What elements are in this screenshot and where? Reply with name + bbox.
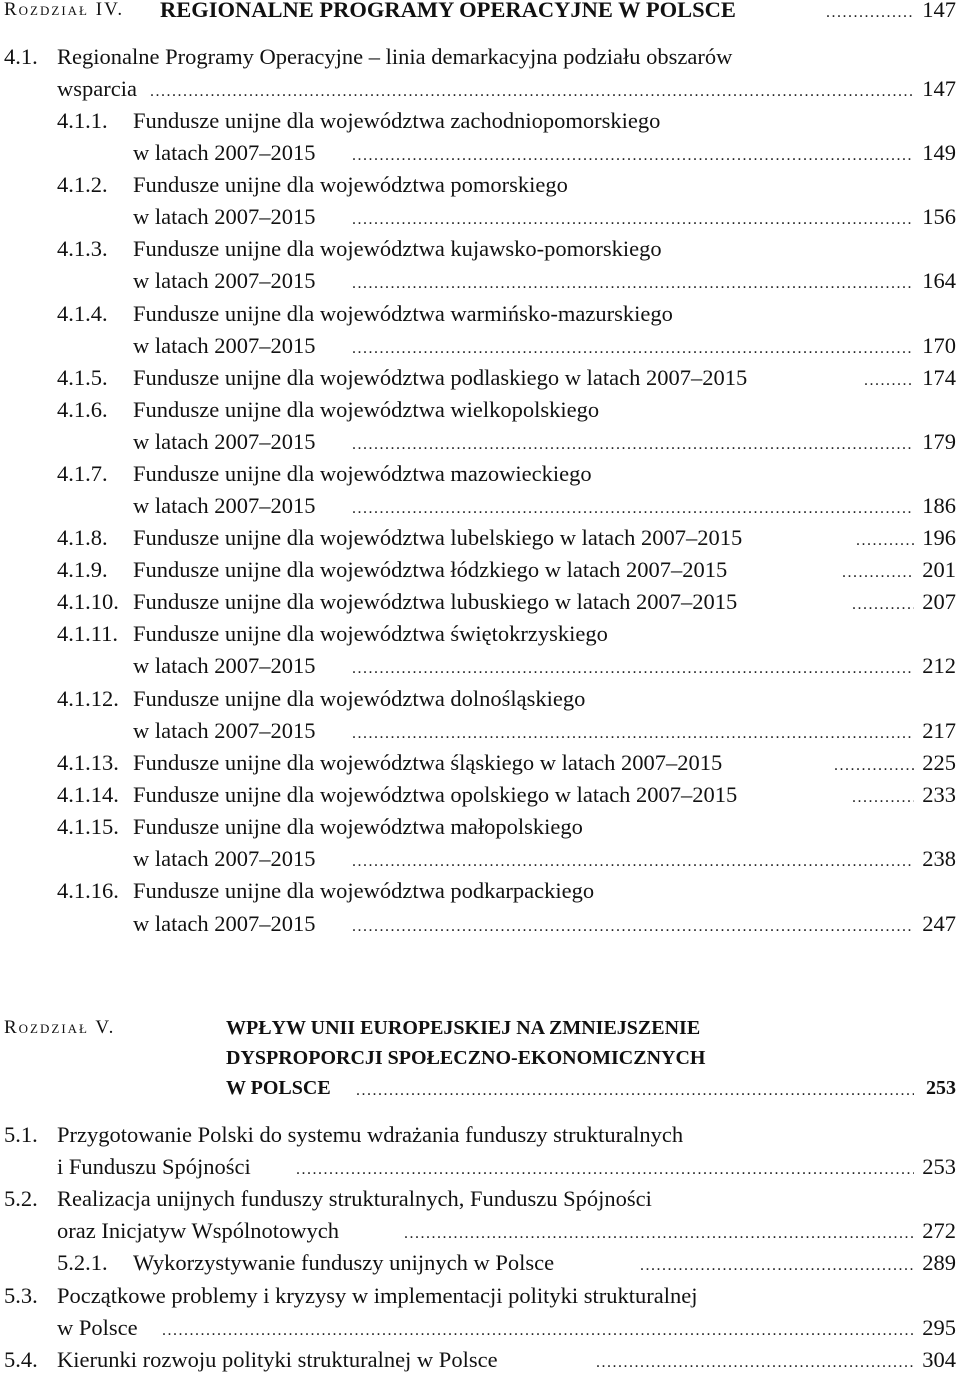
toc-entry [0, 394, 960, 426]
section-title: Kierunki rozwoju polityki strukturalnej w Polsce [57, 1347, 498, 1372]
leader-dots [852, 586, 914, 618]
page-number: 170 [922, 333, 956, 358]
page-number: 207 [922, 589, 956, 614]
leader-dots [842, 554, 914, 586]
chapter-4-heading [0, 0, 960, 26]
toc-entry-continuation [0, 715, 960, 747]
toc-entry-continuation [0, 650, 960, 682]
section-title-cont: i Funduszu Spójności [57, 1154, 251, 1179]
toc-entry-continuation [0, 201, 960, 233]
section-number: 5.4. [4, 1347, 38, 1372]
section-title-cont: w Polsce [57, 1315, 138, 1340]
section-number: 4.1.16. [57, 878, 119, 903]
toc-entry [0, 779, 960, 811]
page-number: 147 [922, 76, 956, 101]
page-number: 233 [922, 782, 956, 807]
section-number: 5.2. [4, 1186, 38, 1211]
toc-entry-continuation [0, 1151, 960, 1183]
leader-dots [162, 1312, 914, 1344]
section-title: Fundusze unijne dla województwa dolnośląskiego [133, 686, 586, 711]
section-title: Wykorzystywanie funduszy unijnych w Polsce [133, 1250, 555, 1275]
page-number: 147 [922, 0, 956, 22]
toc-entry-continuation [0, 1312, 960, 1344]
leader-dots [296, 1151, 914, 1183]
chapter-5-heading-cont [0, 1072, 960, 1104]
page-number: 253 [922, 1154, 956, 1179]
section-number: 4.1.10. [57, 589, 119, 614]
section-title-cont: w latach 2007–2015 [133, 429, 316, 454]
toc-entry [0, 1119, 960, 1151]
section-title: Fundusze unijne dla województwa małopolskiego [133, 814, 583, 839]
page-number: 238 [922, 846, 956, 871]
toc-entry [0, 1183, 960, 1215]
leader-dots [150, 73, 914, 105]
leader-dots [352, 490, 914, 522]
section-number: 5.2.1. [57, 1250, 108, 1275]
section-number: 4.1.7. [57, 461, 108, 486]
page-number: 196 [922, 525, 956, 550]
leader-dots [864, 362, 914, 394]
chapter-label: Rozdział IV. [4, 0, 125, 20]
leader-dots [352, 650, 914, 682]
section-title-cont: w latach 2007–2015 [133, 493, 316, 518]
section-title-cont: w latach 2007–2015 [133, 718, 316, 743]
section-title-cont: w latach 2007–2015 [133, 204, 316, 229]
section-title: Przygotowanie Polski do systemu wdrażania funduszy strukturalnych [57, 1122, 684, 1147]
page-number: 174 [922, 365, 956, 390]
section-title-cont: w latach 2007–2015 [133, 333, 316, 358]
chapter-5-heading [0, 1012, 960, 1044]
toc-entry [0, 105, 960, 137]
section-title: Fundusze unijne dla województwa pomorskiego [133, 172, 568, 197]
leader-dots [352, 330, 914, 362]
toc-entry [0, 554, 960, 586]
leader-dots [352, 137, 914, 169]
section-title: Początkowe problemy i kryzysy w implementacji polityki strukturalnej [57, 1283, 698, 1308]
section-title: Fundusze unijne dla województwa łódzkiego w latach 2007–2015 [133, 557, 728, 582]
section-number: 4.1.12. [57, 686, 119, 711]
section-title: Fundusze unijne dla województwa warmińsko-mazurskiego [133, 301, 673, 326]
toc-entry [0, 747, 960, 779]
toc-entry [0, 298, 960, 330]
section-title-cont: w latach 2007–2015 [133, 268, 316, 293]
chapter-title-line: DYSPROPORCJI SPOŁECZNO-EKONOMICZNYCH [226, 1047, 706, 1069]
leader-dots [640, 1247, 914, 1279]
toc-entry-continuation [0, 490, 960, 522]
section-number: 5.3. [4, 1283, 38, 1308]
chapter-title: REGIONALNE PROGRAMY OPERACYJNE W POLSCE [160, 0, 736, 22]
toc-entry [0, 362, 960, 394]
toc-entry [0, 233, 960, 265]
page-number: 304 [922, 1347, 956, 1372]
page-number: 156 [922, 204, 956, 229]
section-number: 5.1. [4, 1122, 38, 1147]
leader-dots [834, 747, 914, 779]
toc-entry-continuation [0, 1215, 960, 1247]
toc-entry-continuation [0, 73, 960, 105]
section-title-cont: w latach 2007–2015 [133, 653, 316, 678]
section-title-cont: wsparcia [57, 76, 137, 101]
toc-entry [0, 1344, 960, 1376]
section-title: Regionalne Programy Operacyjne – linia demarkacyjna podziału obszarów [57, 44, 733, 69]
section-number: 4.1.1. [57, 108, 108, 133]
leader-dots [352, 843, 914, 875]
toc-entry [0, 1247, 960, 1279]
toc-entry [0, 1280, 960, 1312]
leader-dots [352, 908, 914, 940]
toc-entry-continuation [0, 908, 960, 940]
section-title: Fundusze unijne dla województwa lubelskiego w latach 2007–2015 [133, 525, 743, 550]
toc-entry [0, 41, 960, 73]
chapter-title-line: WPŁYW UNII EUROPEJSKIEJ NA ZMNIEJSZENIE [226, 1017, 701, 1039]
page-number: 253 [926, 1077, 956, 1099]
toc-entry [0, 169, 960, 201]
section-number: 4.1.11. [57, 621, 119, 646]
section-title: Realizacja unijnych funduszy strukturalnych, Funduszu Spójności [57, 1186, 652, 1211]
chapter-label: Rozdział V. [4, 1017, 116, 1038]
section-title: Fundusze unijne dla województwa wielkopolskiego [133, 397, 600, 422]
section-title: Fundusze unijne dla województwa zachodniopomorskiego [133, 108, 661, 133]
leader-dots [352, 715, 914, 747]
section-number: 4.1.2. [57, 172, 108, 197]
toc-entry [0, 811, 960, 843]
toc-entry [0, 875, 960, 907]
leader-dots [596, 1344, 914, 1376]
section-number: 4.1.14. [57, 782, 119, 807]
section-title: Fundusze unijne dla województwa świętokrzyskiego [133, 621, 608, 646]
leader-dots [352, 265, 914, 297]
toc-entry [0, 458, 960, 490]
page-number: 164 [922, 268, 956, 293]
section-number: 4.1.5. [57, 365, 108, 390]
section-title-cont: oraz Inicjatyw Wspólnotowych [57, 1218, 340, 1243]
leader-dots [352, 426, 914, 458]
page-number: 272 [922, 1218, 956, 1243]
toc-entry [0, 618, 960, 650]
toc-entry-continuation [0, 137, 960, 169]
section-title-cont: w latach 2007–2015 [133, 846, 316, 871]
section-number: 4.1.3. [57, 236, 108, 261]
section-title: Fundusze unijne dla województwa kujawsko-pomorskiego [133, 236, 662, 261]
page-number: 225 [922, 750, 956, 775]
section-number: 4.1. [4, 44, 38, 69]
section-title-cont: w latach 2007–2015 [133, 140, 316, 165]
page-number: 289 [922, 1250, 956, 1275]
section-title: Fundusze unijne dla województwa opolskiego w latach 2007–2015 [133, 782, 738, 807]
chapter-title-line: W POLSCE [226, 1077, 331, 1099]
page-number: 149 [922, 140, 956, 165]
page-number: 217 [922, 718, 956, 743]
section-number: 4.1.4. [57, 301, 108, 326]
page-number: 295 [922, 1315, 956, 1340]
section-number: 4.1.9. [57, 557, 108, 582]
page-number: 179 [922, 429, 956, 454]
page-number: 212 [922, 653, 956, 678]
section-number: 4.1.6. [57, 397, 108, 422]
toc-entry [0, 586, 960, 618]
page-number: 247 [922, 911, 956, 936]
section-title: Fundusze unijne dla województwa lubuskiego w latach 2007–2015 [133, 589, 738, 614]
section-number: 4.1.13. [57, 750, 119, 775]
toc-entry-continuation [0, 843, 960, 875]
page-number: 201 [922, 557, 956, 582]
leader-dots [852, 779, 914, 811]
toc-entry-continuation [0, 265, 960, 297]
toc-entry-continuation [0, 330, 960, 362]
section-title-cont: w latach 2007–2015 [133, 911, 316, 936]
section-title: Fundusze unijne dla województwa mazowieckiego [133, 461, 592, 486]
section-number: 4.1.15. [57, 814, 119, 839]
toc-entry [0, 683, 960, 715]
leader-dots [856, 522, 914, 554]
leader-dots [404, 1215, 914, 1247]
page-number: 186 [922, 493, 956, 518]
section-title: Fundusze unijne dla województwa śląskiego w latach 2007–2015 [133, 750, 723, 775]
leader-dots [356, 1072, 914, 1104]
leader-dots [352, 201, 914, 233]
chapter-5-heading-cont [0, 1042, 960, 1074]
section-title: Fundusze unijne dla województwa podkarpackiego [133, 878, 595, 903]
toc-entry-continuation [0, 426, 960, 458]
toc-entry [0, 522, 960, 554]
section-title: Fundusze unijne dla województwa podlaskiego w latach 2007–2015 [133, 365, 748, 390]
leader-dots [826, 0, 914, 26]
section-number: 4.1.8. [57, 525, 108, 550]
